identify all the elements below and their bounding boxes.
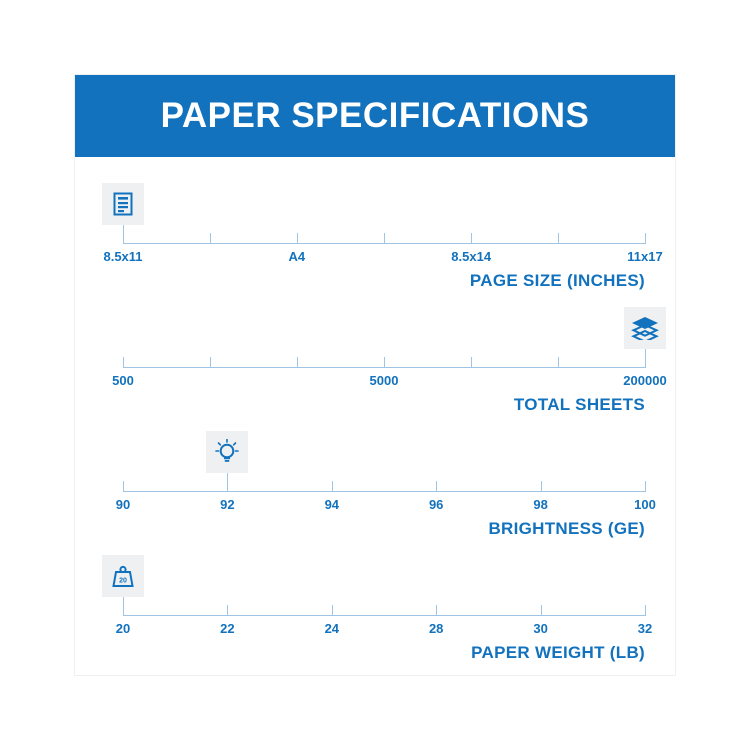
spec-card: [75, 75, 675, 675]
axis-tick: [541, 481, 542, 492]
spec-row-brightness: [75, 415, 675, 539]
marker-stem: [645, 349, 646, 363]
axis-title-total-sheets: TOTAL SHEETS: [513, 395, 645, 414]
axis-tick: [558, 357, 559, 368]
axis-tick-label: 11x17: [627, 249, 663, 264]
spec-marker-page-size: [102, 183, 144, 225]
axis-tick-label: 22: [220, 621, 235, 636]
axis-tick-label: 20: [115, 621, 131, 636]
axis-tick-label: 90: [115, 497, 131, 512]
spec-marker-paper-weight: [102, 555, 144, 597]
axis-line: [123, 615, 645, 616]
axis-tick: [210, 357, 211, 368]
axis-tick-label: 28: [428, 621, 444, 636]
axis-tick-label: 32: [637, 621, 653, 636]
axis-tick-label: 200000: [623, 373, 667, 388]
card-header: [75, 75, 675, 157]
axis-tick: [436, 481, 437, 492]
axis-tick-label: 94: [324, 497, 340, 512]
page-title: PAPER SPECIFICATIONS: [160, 96, 590, 135]
axis-tick-label: 96: [428, 497, 444, 512]
axis-tick: [436, 605, 437, 616]
axis-tick-label: 24: [324, 621, 340, 636]
spec-row-paper-weight: [75, 539, 675, 663]
marker-stem: [227, 473, 228, 487]
axis-title-brightness: BRIGHTNESS (GE): [488, 519, 645, 538]
marker-stem: [123, 225, 124, 239]
axis-tick: [384, 233, 385, 244]
svg-text:20: 20: [119, 577, 127, 585]
spec-list: [75, 157, 675, 663]
axis-tick: [210, 233, 211, 244]
spec-marker-brightness: [206, 431, 248, 473]
spec-row-total-sheets: [75, 291, 675, 415]
axis-title-page-size: PAGE SIZE (INCHES): [469, 271, 645, 290]
axis-tick: [297, 233, 298, 244]
axis-tick-label: A4: [288, 249, 306, 264]
axis-tick: [471, 357, 472, 368]
lightbulb-icon: [215, 439, 239, 465]
stack-icon: [631, 316, 659, 340]
axis-tick: [332, 605, 333, 616]
document-icon: [112, 192, 134, 216]
axis-tick: [645, 233, 646, 244]
axis-line: [123, 491, 645, 492]
axis-tick-label: 8.5x14: [451, 249, 492, 264]
marker-stem: [123, 597, 124, 611]
axis-tick: [645, 605, 646, 616]
axis-tick: [123, 481, 124, 492]
axis-tick: [645, 481, 646, 492]
axis-tick-label: 98: [533, 497, 548, 512]
axis-tick-label: 30: [533, 621, 548, 636]
axis-tick: [471, 233, 472, 244]
axis-title-paper-weight: PAPER WEIGHT (LB): [471, 643, 645, 662]
axis-tick: [384, 357, 385, 368]
axis-tick: [297, 357, 298, 368]
axis-tick: [558, 233, 559, 244]
axis-tick-label: 8.5x11: [103, 249, 143, 264]
axis-tick-label: 92: [220, 497, 235, 512]
spec-marker-total-sheets: [624, 307, 666, 349]
weight-icon: [111, 564, 135, 588]
axis-tick: [332, 481, 333, 492]
spec-row-page-size: [75, 167, 675, 291]
axis-tick: [227, 605, 228, 616]
axis-tick-label: 500: [112, 373, 134, 388]
axis-tick: [541, 605, 542, 616]
axis-tick: [123, 357, 124, 368]
axis-tick-label: 5000: [369, 373, 399, 388]
axis-tick-label: 100: [634, 497, 656, 512]
